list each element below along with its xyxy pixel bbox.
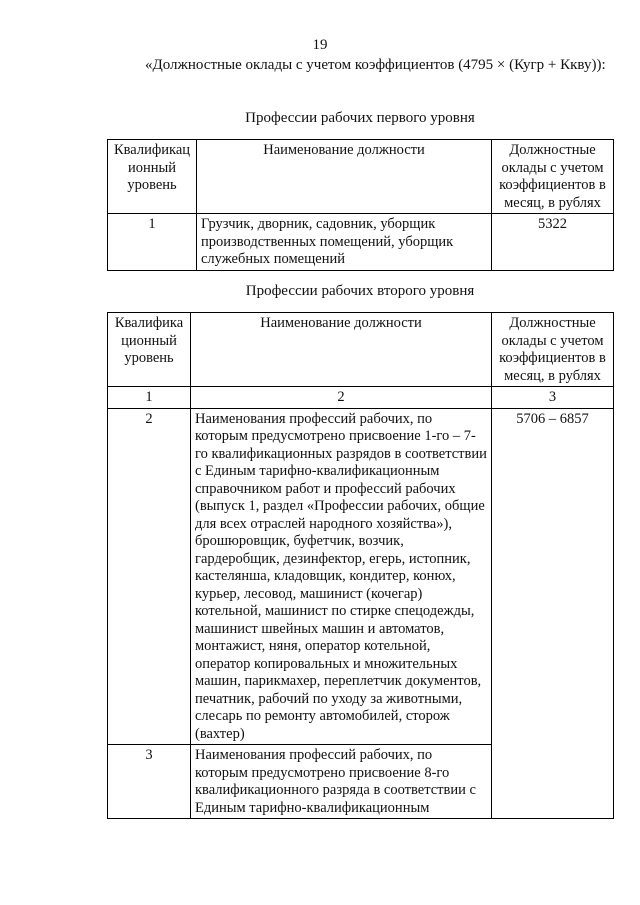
table-numbering-row — [108, 387, 614, 409]
cell-level: 3 — [108, 745, 191, 819]
table-first-level-workers — [107, 139, 614, 271]
table-second-level-workers — [107, 312, 614, 819]
header-salary: Должностные оклады с учетом коэффициентов в месяц, в рублях — [492, 140, 614, 214]
header-qualification-level: Квалификац ионный уровень — [108, 140, 197, 214]
cell-salary: 5322 — [492, 214, 614, 271]
cell-position-name: Грузчик, дворник, садовник, уборщик производственных помещений, уборщик служебных помещений — [197, 214, 492, 271]
cell-position-name: Наименования профессий рабочих, по которым предусмотрено присвоение 1-го – 7-го квалификационных разрядов в соответствии с Единым тарифно-квалификационным справочником работ и профессий рабочих (выпуск 1, раздел «Профессии рабочих, общие для всех отраслей народного хозяйства»), брошюровщик, буфетчик, возчик, гардеробщик, дезинфектор, егерь, истопник, кастелянша, кладовщик, кондитер, конюх, курьер, лесовод, машинист (кочегар) котельной, машинист по стирке спецодежды, машинист швейных машин и автоматов, монтажист, няня, оператор котельной, оператор копировальных и множительных машин, парикмахер, переплетчик документов, печатник, рабочий по уходу за животными, слесарь по ремонту автомобилей, сторож (вахтер) — [191, 408, 492, 745]
header-position-name: Наименование должности — [191, 313, 492, 387]
column-number-3: 3 — [492, 387, 614, 409]
column-number-2: 2 — [191, 387, 492, 409]
cell-salary: 5706 – 6857 — [492, 408, 614, 819]
table-header-row — [108, 313, 614, 387]
cell-position-name: Наименования профессий рабочих, по которым предусмотрено присвоение 8-го квалификационного разряда в соответствии с Единым тарифно-квалификационным — [191, 745, 492, 819]
cell-level: 1 — [108, 214, 197, 271]
header-position-name: Наименование должности — [197, 140, 492, 214]
intro-paragraph: «Должностные оклады с учетом коэффициентов (4795 × (Кугр + Ккву)): — [145, 57, 606, 73]
table-row — [108, 408, 614, 745]
column-number-1: 1 — [108, 387, 191, 409]
table-row — [108, 214, 614, 271]
header-qualification-level: Квалифика ционный уровень — [108, 313, 191, 387]
table2-title: Профессии рабочих второго уровня — [245, 283, 475, 299]
cell-level: 2 — [108, 408, 191, 745]
header-salary: Должностные оклады с учетом коэффициентов в месяц, в рублях — [492, 313, 614, 387]
page-number: 19 — [312, 37, 328, 53]
table1-title: Профессии рабочих первого уровня — [245, 110, 475, 126]
table-header-row — [108, 140, 614, 214]
